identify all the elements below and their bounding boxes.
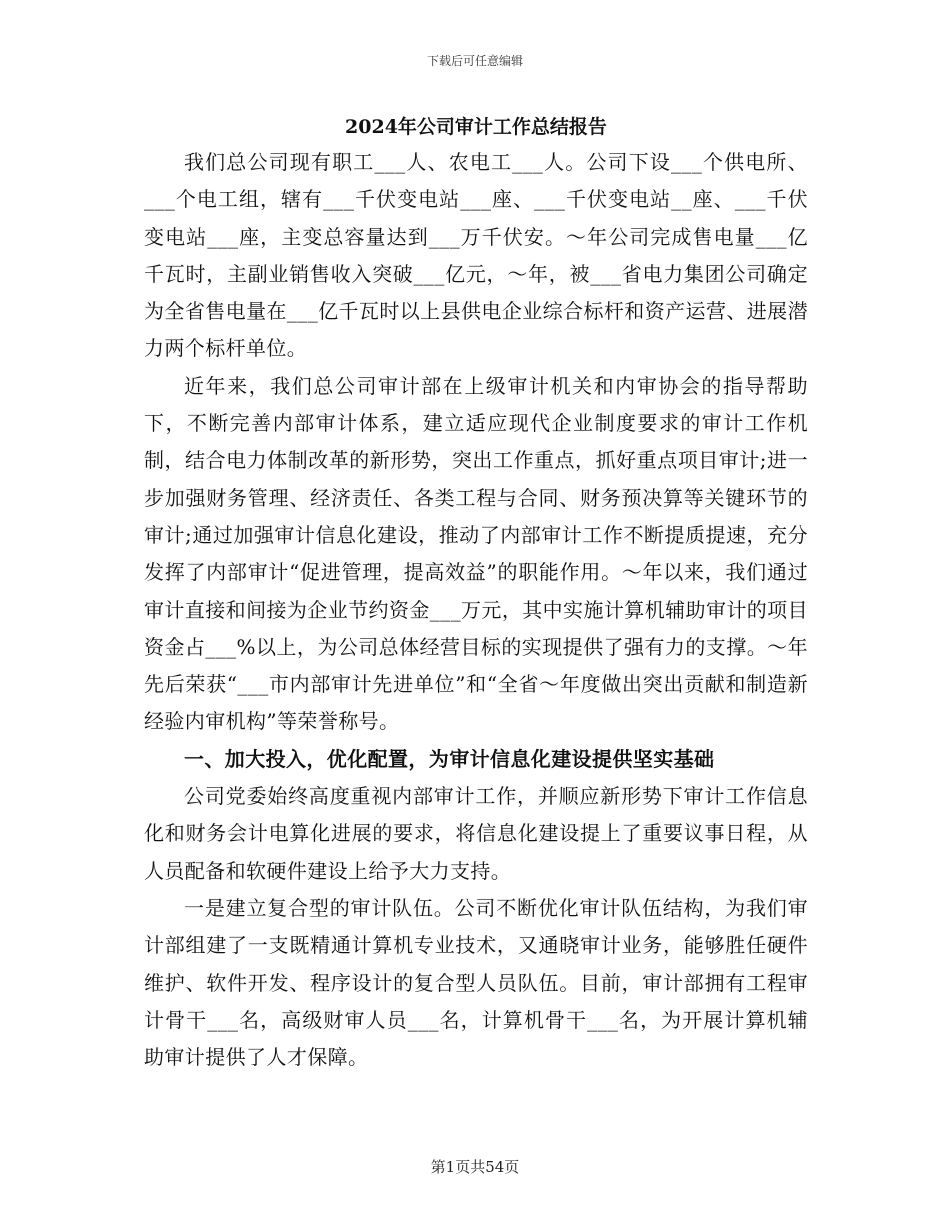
page-number: 第1页共54页 [430, 1158, 520, 1176]
paragraph-audit-achievements: 近年来，我们总公司审计部在上级审计机关和内审协会的指导帮助下，不断完善内部审计体系，建立适应现代企业制度要求的审计工作机制，结合电力体制改革的新形势，突出工作重点，抓好重点项目审计;进一步加强财务管理、经济责任、各类工程与合同、财务预决算等关键环节的审计;通过加强审计信息化建设，推动了内部审计工作不断提质提速，充分发挥了内部审计“促进管理，提高效益”的职能作用。～年以来，我们通过审计直接和间接为企业节约资金___万元，其中实施计算机辅助审计的项目资金占___%以上，为公司总体经营目标的实现提供了强有力的支撑。～年先后荣获“___市内部审计先进单位”和“全省～年度做出突出贡献和制造新经验内审机构”等荣誉称号。 [144, 373, 808, 734]
section-heading-one: 一、加大投入，优化配置，为审计信息化建设提供坚实基础 [184, 746, 715, 771]
paragraph-company-overview: 我们总公司现有职工___人、农电工___人。公司下设___个供电所、___个电工组，辖有___千伏变电站___座、___千伏变电站__座、___千伏变电站___座，主变总容量达到___万千伏安。～年公司完成售电量___亿千瓦时，主副业销售收入突破___亿元，～年，被___省电力集团公司确定为全省售电量在___亿千瓦时以上县供电企业综合标杆和资产运营、进展潜力两个标杆单位。 [144, 150, 808, 361]
paragraph-audit-team: 一是建立复合型的审计队伍。公司不断优化审计队伍结构，为我们审计部组建了一支既精通计算机专业技术，又通晓审计业务，能够胜任硬件维护、软件开发、程序设计的复合型人员队伍。目前，审计部拥有工程审计骨干___名，高级财审人员___名，计算机骨干___名，为开展计算机辅助审计提供了人才保障。 [144, 895, 808, 1070]
document-body [144, 112, 808, 1076]
document-title: 2024年公司审计工作总结报告 [345, 116, 607, 138]
paragraph-party-support: 公司党委始终高度重视内部审计工作，并顺应新形势下审计工作信息化和财务会计电算化进展的要求，将信息化建设提上了重要议事日程，从人员配备和软硬件建设上给予大力支持。 [144, 784, 808, 883]
page-header-note: 下载后可任意编辑 [426, 54, 523, 68]
